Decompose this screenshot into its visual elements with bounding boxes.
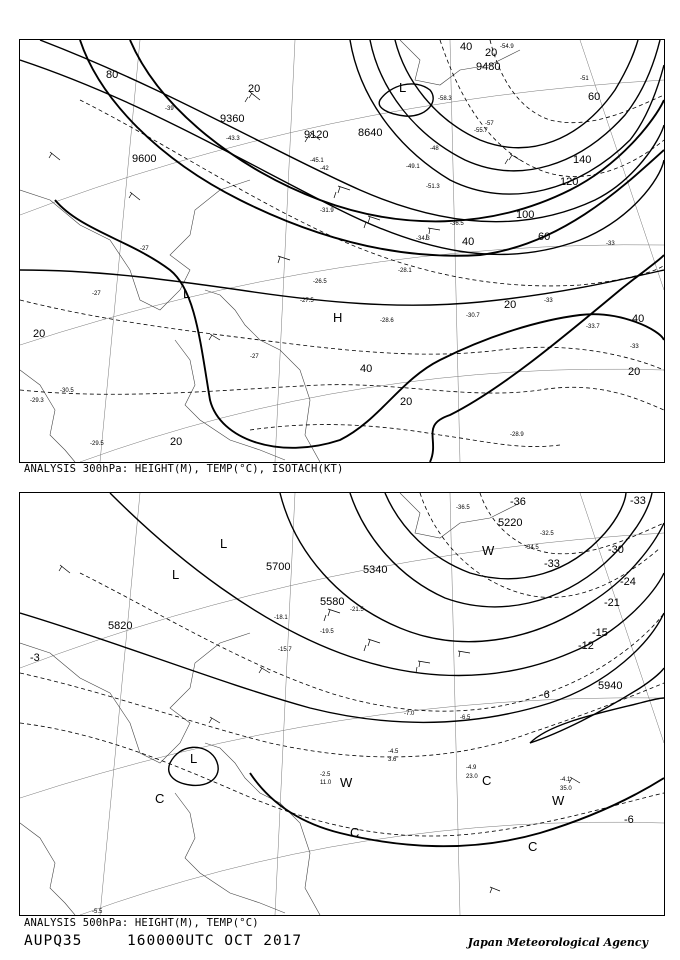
coastline (20, 633, 250, 763)
wind-barb (569, 777, 580, 783)
isotach-label: 20 (628, 366, 641, 378)
station-temp: -28.9 (510, 432, 524, 438)
isotach-20 (55, 200, 664, 448)
coastline (20, 180, 250, 310)
station-temp: -36.5 (450, 221, 464, 227)
height-label: 9360 (220, 113, 245, 125)
isotach-label: 20 (170, 436, 183, 448)
station-temp: -19.5 (320, 629, 334, 635)
temp-label: -30 (608, 544, 624, 556)
chart-300hpa-svg (20, 40, 664, 462)
station-temp: -15.7 (278, 647, 292, 653)
map-panel-300hpa (19, 39, 665, 463)
wind-barb (209, 717, 220, 723)
height-label: 5340 (363, 564, 388, 576)
station-temp: -51.3 (426, 184, 440, 190)
temp-label: -27 (250, 354, 259, 360)
low-center-marker: L (190, 751, 198, 766)
temp-contours-300 (20, 40, 664, 447)
temp-label: -27 (92, 291, 101, 297)
temp-contour (490, 40, 664, 123)
height-contour (370, 40, 660, 171)
isotach-label: 140 (573, 154, 592, 166)
temp-label: -51 (580, 76, 589, 82)
station-temp: -34.3 (416, 236, 430, 242)
station-temp: -58.3 (438, 96, 452, 102)
station-temp: -34.5 (525, 545, 539, 551)
station-temp: -55.7 (474, 128, 488, 134)
low-center-marker: L (172, 567, 180, 582)
wind-barb (364, 639, 380, 651)
station-temp: -5.5 (92, 909, 103, 915)
isotach-label: 60 (588, 91, 601, 103)
temp-contour (80, 573, 664, 711)
station-temp: -29.3 (30, 398, 44, 404)
temp-label: -3 (30, 652, 40, 664)
temp-label: -48 (430, 146, 439, 152)
temp-label: -21 (604, 597, 620, 609)
station-temp: -2.5 (320, 772, 331, 778)
low-center-marker: L (220, 536, 228, 551)
chart-identifier: AUPQ35 (24, 933, 83, 949)
warm-center-marker: W (482, 543, 495, 558)
station-dewpoint: 23.0 (466, 774, 478, 780)
station-temp: -30.5 (60, 388, 74, 394)
longitude-line (100, 40, 140, 462)
wind-barbs-500 (59, 565, 580, 893)
isotach-label: 20 (248, 83, 261, 95)
pressure-centers-500 (155, 536, 565, 854)
coastline-japan (205, 743, 320, 915)
temp-labels-300 (92, 76, 639, 360)
temp-label: -6 (540, 689, 550, 701)
latitude-line (80, 369, 664, 462)
wind-barb (129, 192, 140, 200)
height-contour-5460 (350, 493, 652, 607)
isotach-label: 20 (33, 328, 46, 340)
temp-label: -33 (544, 298, 553, 304)
temp-label: -33 (630, 344, 639, 350)
warm-center-marker: W (552, 793, 565, 808)
height-label: 9600 (132, 153, 157, 165)
station-temp: -36.5 (456, 505, 470, 511)
agency-credit: Japan Meteorological Agency (467, 936, 648, 949)
station-temp: -4.9 (466, 765, 477, 771)
height-label: 8640 (358, 127, 383, 139)
station-temp: -28.1 (398, 268, 412, 274)
station-temp: -4.5 (388, 749, 399, 755)
station-temp: -43.3 (226, 136, 240, 142)
graticule-500 (20, 493, 664, 915)
station-temp: -6.5 (460, 715, 471, 721)
station-temp: -32.5 (540, 531, 554, 537)
temp-label: -33 (606, 241, 615, 247)
latitude-line (80, 822, 664, 915)
cold-center-marker: C (482, 773, 492, 788)
station-temp: -54.9 (500, 44, 514, 50)
wind-barb (490, 887, 500, 893)
height-label: 9480 (476, 61, 501, 73)
coastline (175, 793, 285, 913)
high-center-marker: H (333, 310, 343, 325)
isotach-label: 40 (462, 236, 475, 248)
station-temp: -31.9 (320, 208, 334, 214)
station-temp: -49.1 (406, 164, 420, 170)
height-label: 9120 (304, 129, 329, 141)
low-center-marker: L (399, 80, 407, 95)
station-dewpoint: 11.0 (320, 780, 332, 786)
height-contour-5940 (530, 668, 664, 743)
isotach-label: 120 (560, 176, 579, 188)
wind-barb (505, 154, 520, 164)
wind-barb (324, 609, 340, 621)
temp-label: -36 (510, 496, 526, 508)
temp-contour (20, 385, 664, 410)
isotach-120 (130, 40, 664, 221)
temp-label: -33 (630, 495, 646, 507)
station-temp: -30.7 (466, 313, 480, 319)
height-contour (395, 40, 638, 148)
wind-barb (416, 661, 430, 673)
warm-center-marker: W (340, 775, 353, 790)
cold-center-marker: C (528, 839, 538, 854)
map-panel-500hpa (19, 492, 665, 916)
station-temp: -21.5 (350, 607, 364, 613)
temp-label: -24 (620, 576, 636, 588)
longitude-line (100, 493, 140, 915)
temp-label: -39 (165, 106, 174, 112)
temp-label: -33 (544, 558, 560, 570)
coastline (20, 823, 75, 915)
coastline (175, 340, 285, 460)
station-values-500 (92, 505, 572, 915)
wind-barb (458, 651, 470, 657)
isotach-label: 100 (516, 209, 535, 221)
wind-barb (259, 667, 270, 673)
latitude-line (20, 245, 664, 345)
station-temp: -33.7 (586, 324, 600, 330)
isotach-label: 20 (504, 299, 517, 311)
caption-500hpa: ANALYSIS 500hPa: HEIGHT(M), TEMP(°C) (24, 917, 259, 929)
station-dewpoint: 3.6 (388, 757, 397, 763)
wind-barb (59, 565, 70, 573)
height-labels-500 (108, 517, 622, 692)
height-label: 5580 (320, 596, 345, 608)
temp-label: -15 (592, 627, 608, 639)
chart-500hpa-svg (20, 493, 664, 915)
station-temp: -27.5 (300, 298, 314, 304)
wind-barb (209, 334, 220, 340)
station-dewpoint: 35.0 (560, 786, 572, 792)
latitude-line (20, 80, 664, 215)
valid-time: 160000UTC OCT 2017 (127, 933, 303, 949)
station-temp: -45.1 (310, 158, 324, 164)
coastline-japan (205, 290, 320, 462)
temp-label: -57 (485, 121, 494, 127)
temp-label: -27 (140, 246, 149, 252)
height-label: 5820 (108, 620, 133, 632)
temp-label: -12 (578, 640, 594, 652)
coastline (20, 370, 75, 462)
isotach-20 (430, 255, 664, 462)
wind-barb (334, 186, 350, 198)
cold-center-marker: C (155, 791, 165, 806)
coastline-500 (20, 493, 523, 915)
caption-300hpa: ANALYSIS 300hPa: HEIGHT(M), TEMP(°C), ISOTACH(KT) (24, 463, 344, 475)
height-contour-5580 (280, 493, 664, 642)
isotach-label: 80 (106, 69, 119, 81)
wind-barb (278, 256, 290, 263)
height-label: 5940 (598, 680, 623, 692)
height-contour-5340 (385, 493, 626, 579)
wind-barbs-300 (49, 92, 520, 340)
longitude-line (450, 493, 460, 915)
low-center-marker: L (183, 286, 191, 301)
coastline (400, 493, 523, 538)
cold-center-marker: C (350, 825, 360, 840)
temp-label: -6 (624, 814, 634, 826)
station-temp: -29.5 (90, 441, 104, 447)
temp-labels-500 (30, 495, 646, 826)
isotach-label: 40 (360, 363, 373, 375)
station-temp: -28.6 (380, 318, 394, 324)
longitude-line (275, 40, 295, 462)
wind-barb (49, 152, 60, 160)
station-temp: -7.0 (404, 711, 415, 717)
isotach-label: 20 (485, 47, 498, 59)
height-label: 5700 (266, 561, 291, 573)
temp-label: -42 (320, 166, 329, 172)
isotach-label: 20 (400, 396, 413, 408)
station-temp: -26.5 (313, 279, 327, 285)
height-label: 5220 (498, 517, 523, 529)
coastline-300 (20, 40, 520, 462)
pressure-centers-300 (183, 80, 406, 325)
longitude-line (580, 493, 664, 743)
isotach-label: 60 (538, 231, 551, 243)
isotach-label: 40 (632, 313, 645, 325)
station-temp: -4.1 (560, 777, 571, 783)
station-temp: -18.1 (274, 615, 288, 621)
longitude-line (275, 493, 295, 915)
isotach-label: 40 (460, 41, 473, 53)
